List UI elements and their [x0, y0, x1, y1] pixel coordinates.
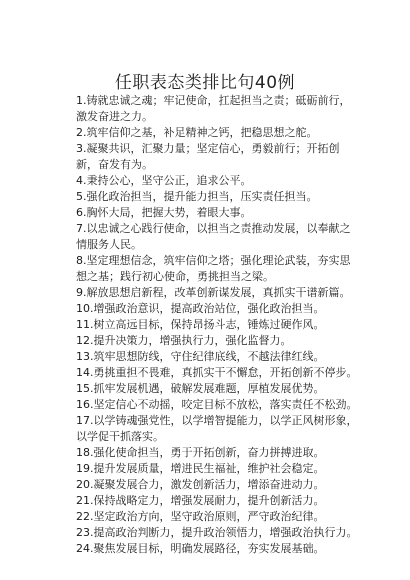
- list-item: 17.以学铸魂强党性，以学增智提能力，以学正风树形象，以学促干抓落实。: [76, 414, 358, 443]
- list-item: 23.提高政治判断力，提升政治领悟力，增强政治执行力。: [76, 526, 358, 539]
- list-item: 20.凝聚发展合力，激发创新活力，增添奋进动力。: [76, 478, 325, 491]
- list-item: 14.勇挑重担不畏难，真抓实干不懈怠，开拓创新不停步。: [76, 366, 358, 379]
- list-item: 5.强化政治担当，提升能力担当，压实责任担当。: [76, 190, 318, 203]
- list-item: 1.铸就忠诚之魂；牢记使命，扛起担当之责；砥砺前行，激发奋进之力。: [76, 94, 351, 123]
- list-item: 9.解放思想启新程，改革创新谋发展，真抓实干谱新篇。: [76, 286, 351, 299]
- list-item: 15.抓牢发展机遇，破解发展难题，厚植发展优势。: [76, 382, 325, 395]
- list-item: 13.筑牢思想防线，守住纪律底线，不越法律红线。: [76, 350, 325, 363]
- list-item: 10.增强政治意识，提高政治站位，强化政治担当。: [76, 302, 325, 315]
- item-list: [76, 93, 358, 557]
- list-item: 21.保持战略定力，增强发展耐力，提升创新活力。: [76, 494, 325, 507]
- list-item: 6.胸怀大局，把握大势，着眼大事。: [76, 206, 252, 219]
- document-title: 任职表态类排比句40例: [114, 73, 296, 93]
- list-item: 7.以忠诚之心践行使命，以担当之责推动发展，以奉献之情服务人民。: [76, 222, 351, 251]
- list-item: 24.聚焦发展目标，明确发展路径，夯实发展基础。: [76, 542, 325, 555]
- list-item: 4.秉持公心，坚守公正，追求公平。: [76, 174, 252, 187]
- list-item: 12.提升决策力，增强执行力，强化监督力。: [76, 334, 292, 347]
- list-item: 16.坚定信心不动摇，咬定目标不放松，落实责任不松劲。: [76, 398, 358, 411]
- list-item: 3.凝聚共识，汇聚力量；坚定信心，勇毅前行；开拓创新，奋发有为。: [76, 142, 340, 171]
- list-item: 2.筑牢信仰之基，补足精神之钙，把稳思想之舵。: [76, 126, 318, 139]
- list-item: 22.坚定政治方向，坚守政治原则，严守政治纪律。: [76, 510, 325, 523]
- list-item: 19.提升发展质量，增进民生福祉，维护社会稳定。: [76, 462, 325, 475]
- list-item: 11.树立高远目标，保持昂扬斗志，锤炼过硬作风。: [76, 318, 325, 331]
- list-item: 8.坚定理想信念，筑牢信仰之塔；强化理论武装，夯实思想之基；践行初心使命，勇挑担当之梁。: [76, 254, 351, 283]
- list-item: 18.强化使命担当，勇于开拓创新，奋力拼搏进取。: [76, 446, 325, 459]
